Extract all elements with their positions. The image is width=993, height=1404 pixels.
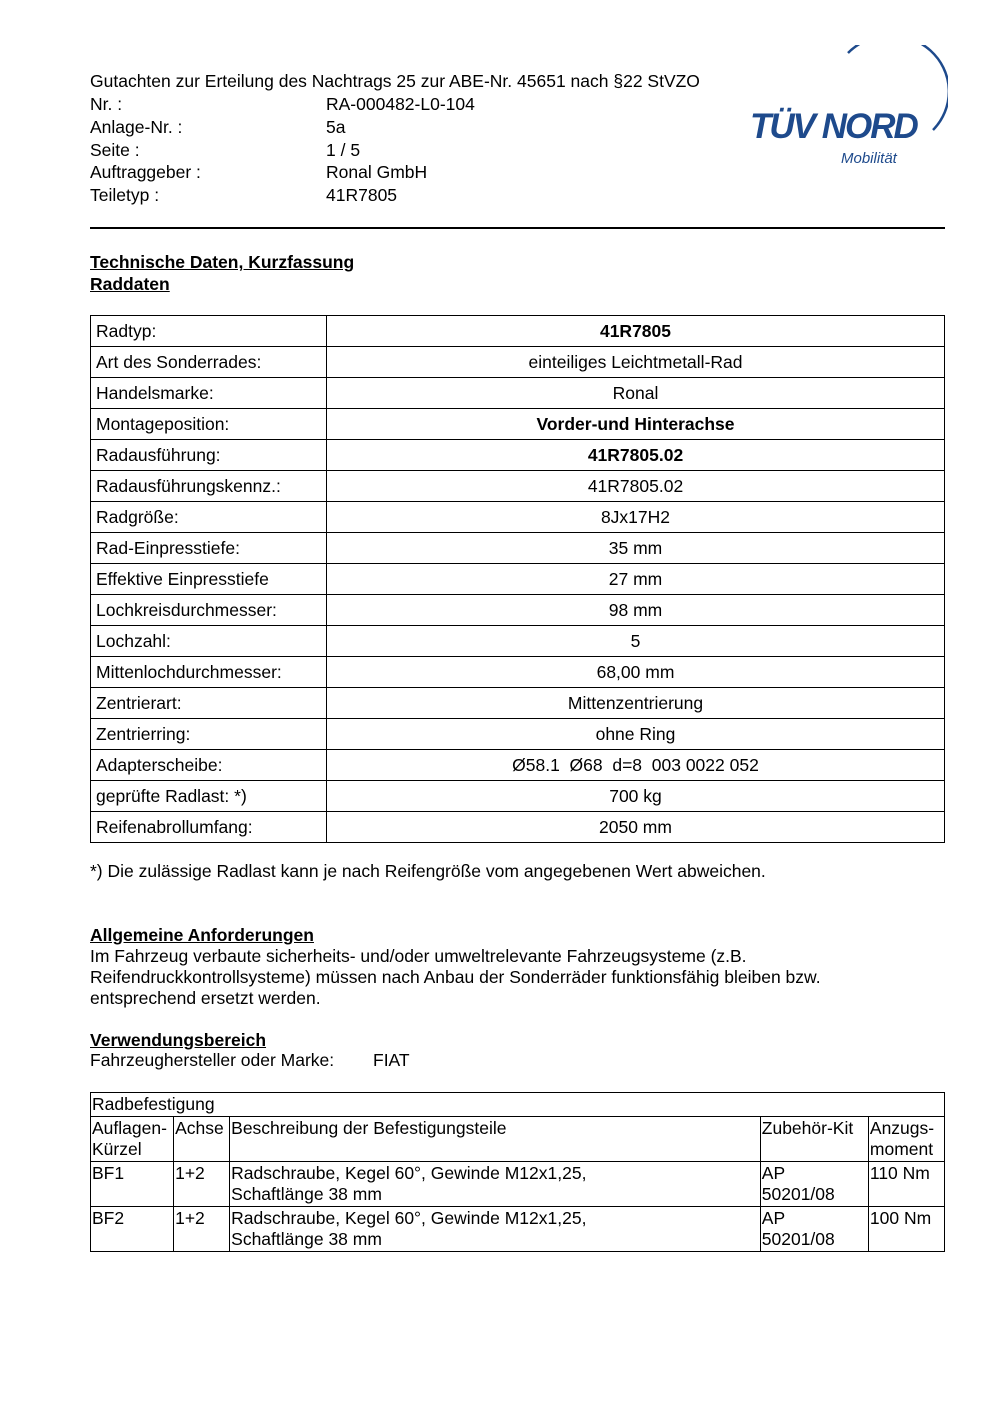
table-row (91, 1162, 945, 1207)
cell-beschreibung-text: Schaftlänge 38 mm (231, 1184, 382, 1204)
radbefestigung-table (90, 1092, 945, 1252)
cell-achse (174, 1207, 230, 1252)
logo-brand-text: TÜV NORD (750, 107, 917, 146)
row-value: 700 kg (327, 781, 945, 812)
row-label: Zentrierart: (91, 688, 327, 719)
cell-moment (868, 1162, 944, 1207)
tech-data-table (90, 315, 945, 843)
logo-sub-text: Mobilität (841, 150, 897, 167)
row-label: Art des Sonderrades: (91, 347, 327, 378)
document-title: Gutachten zur Erteilung des Nachtrags 25 zur ABE-Nr. 45651 nach §22 StVZO (90, 71, 700, 91)
row-value: einteiliges Leichtmetall-Rad (327, 347, 945, 378)
row-label: Montageposition: (91, 409, 327, 440)
requirements-line-1: Im Fahrzeug verbaute sicherheits- und/oder umweltrelevante Fahrzeugsysteme (z.B. (90, 946, 747, 966)
cell-moment (868, 1207, 944, 1252)
table-row (91, 409, 945, 440)
maker-value: FIAT (373, 1050, 410, 1070)
row-label: Radtyp: (91, 316, 327, 347)
row-label: Lochzahl: (91, 626, 327, 657)
row-label: Radgröße: (91, 502, 327, 533)
field-value-teiletyp: 41R7805 (326, 185, 398, 205)
tuv-nord-logo (748, 45, 948, 175)
cell-kit (760, 1162, 868, 1207)
field-value-nr: RA-000482-L0-104 (326, 94, 475, 114)
cell-achse-text: 1+2 (175, 1208, 205, 1228)
section-allgemeine-anforderungen-title: Allgemeine Anforderungen (90, 925, 314, 945)
row-value: Vorder-und Hinterachse (327, 409, 945, 440)
table-row (91, 471, 945, 502)
cell-kit-text: 50201/08 (761, 1229, 835, 1249)
row-value: 2050 mm (327, 812, 945, 843)
cell-kuerzel (91, 1162, 174, 1207)
table-row (91, 812, 945, 843)
row-label: geprüfte Radlast: *) (91, 781, 327, 812)
cell-kit-text: AP (761, 1163, 786, 1183)
header-kuerzel-line-1: Auflagen- (92, 1118, 167, 1138)
cell-kit-text: 50201/08 (761, 1184, 835, 1204)
table-row (91, 378, 945, 409)
table-row (91, 719, 945, 750)
field-label-anlage: Anlage-Nr. : (90, 117, 183, 137)
row-label: Lochkreisdurchmesser: (91, 595, 327, 626)
cell-beschreibung-text: Schaftlänge 38 mm (231, 1229, 382, 1249)
table-row (91, 626, 945, 657)
field-value-seite: 1 / 5 (326, 140, 361, 160)
row-value: Ronal (327, 378, 945, 409)
table-row (91, 781, 945, 812)
header-kit: Zubehör-Kit (760, 1117, 868, 1162)
row-label: Handelsmarke: (91, 378, 327, 409)
row-value: 41R7805.02 (327, 471, 945, 502)
header-moment-line-2: moment (869, 1139, 934, 1159)
row-value: 68,00 mm (327, 657, 945, 688)
table-row (91, 533, 945, 564)
cell-achse (174, 1162, 230, 1207)
header-kuerzel-line-2: Kürzel (92, 1139, 142, 1159)
cell-kit (760, 1207, 868, 1252)
row-value: 8Jx17H2 (327, 502, 945, 533)
cell-achse-text: 1+2 (175, 1163, 205, 1183)
table-row (91, 347, 945, 378)
field-label-auftraggeber: Auftraggeber : (90, 162, 201, 182)
footnote: *) Die zulässige Radlast kann je nach Reifengröße vom angegebenen Wert abweichen. (90, 861, 766, 881)
field-label-teiletyp: Teiletyp : (90, 185, 160, 205)
cell-moment-text: 100 Nm (869, 1208, 932, 1228)
cell-beschreibung (230, 1162, 761, 1207)
field-label-nr: Nr. : (90, 94, 123, 114)
table-row (91, 1207, 945, 1252)
cell-kuerzel (91, 1207, 174, 1252)
cell-kit-text: AP (761, 1208, 786, 1228)
requirements-line-3: entsprechend ersetzt werden. (90, 988, 321, 1008)
fix-table-caption: Radbefestigung (91, 1093, 945, 1117)
row-label: Radausführung: (91, 440, 327, 471)
section-verwendungsbereich-title: Verwendungsbereich (90, 1030, 267, 1050)
row-value: 41R7805.02 (327, 440, 945, 471)
cell-kuerzel-text: BF2 (92, 1208, 125, 1228)
row-value: 5 (327, 626, 945, 657)
row-value: 41R7805 (327, 316, 945, 347)
header-divider (90, 227, 945, 229)
header-achse: Achse (174, 1117, 230, 1162)
row-label: Adapterscheibe: (91, 750, 327, 781)
table-row (91, 595, 945, 626)
section-technische-daten-title: Technische Daten, Kurzfassung (90, 252, 355, 272)
maker-label: Fahrzeughersteller oder Marke: (90, 1050, 335, 1070)
table-row (91, 750, 945, 781)
header-moment-line-1: Anzugs- (869, 1118, 935, 1138)
field-value-anlage: 5a (326, 117, 346, 137)
row-value: 98 mm (327, 595, 945, 626)
cell-kuerzel-text: BF1 (92, 1163, 125, 1183)
row-value: Ø58.1 Ø68 d=8 003 0022 052 (327, 750, 945, 781)
row-value: ohne Ring (327, 719, 945, 750)
cell-beschreibung (230, 1207, 761, 1252)
header-moment (868, 1117, 944, 1162)
logo-arc-icon (748, 45, 948, 175)
field-value-auftraggeber: Ronal GmbH (326, 162, 428, 182)
table-row (91, 564, 945, 595)
table-row (91, 440, 945, 471)
row-label: Effektive Einpresstiefe (91, 564, 327, 595)
table-row (91, 657, 945, 688)
requirements-line-2: Reifendruckkontrollsysteme) müssen nach Anbau der Sonderräder funktionsfähig bleiben bzw. (90, 967, 821, 987)
cell-beschreibung-text: Radschraube, Kegel 60°, Gewinde M12x1,25, (231, 1208, 587, 1228)
cell-moment-text: 110 Nm (869, 1163, 930, 1183)
header-kuerzel (91, 1117, 174, 1162)
header-beschreibung: Beschreibung der Befestigungsteile (230, 1117, 761, 1162)
table-row (91, 688, 945, 719)
field-label-seite: Seite : (90, 140, 140, 160)
row-label: Zentrierring: (91, 719, 327, 750)
row-value: Mittenzentrierung (327, 688, 945, 719)
row-label: Radausführungskennz.: (91, 471, 327, 502)
section-raddaten-title: Raddaten (90, 274, 170, 294)
row-value: 27 mm (327, 564, 945, 595)
table-row (91, 316, 945, 347)
cell-beschreibung-text: Radschraube, Kegel 60°, Gewinde M12x1,25, (231, 1163, 587, 1183)
row-label: Reifenabrollumfang: (91, 812, 327, 843)
row-label: Mittenlochdurchmesser: (91, 657, 327, 688)
row-label: Rad-Einpresstiefe: (91, 533, 327, 564)
table-row (91, 502, 945, 533)
row-value: 35 mm (327, 533, 945, 564)
